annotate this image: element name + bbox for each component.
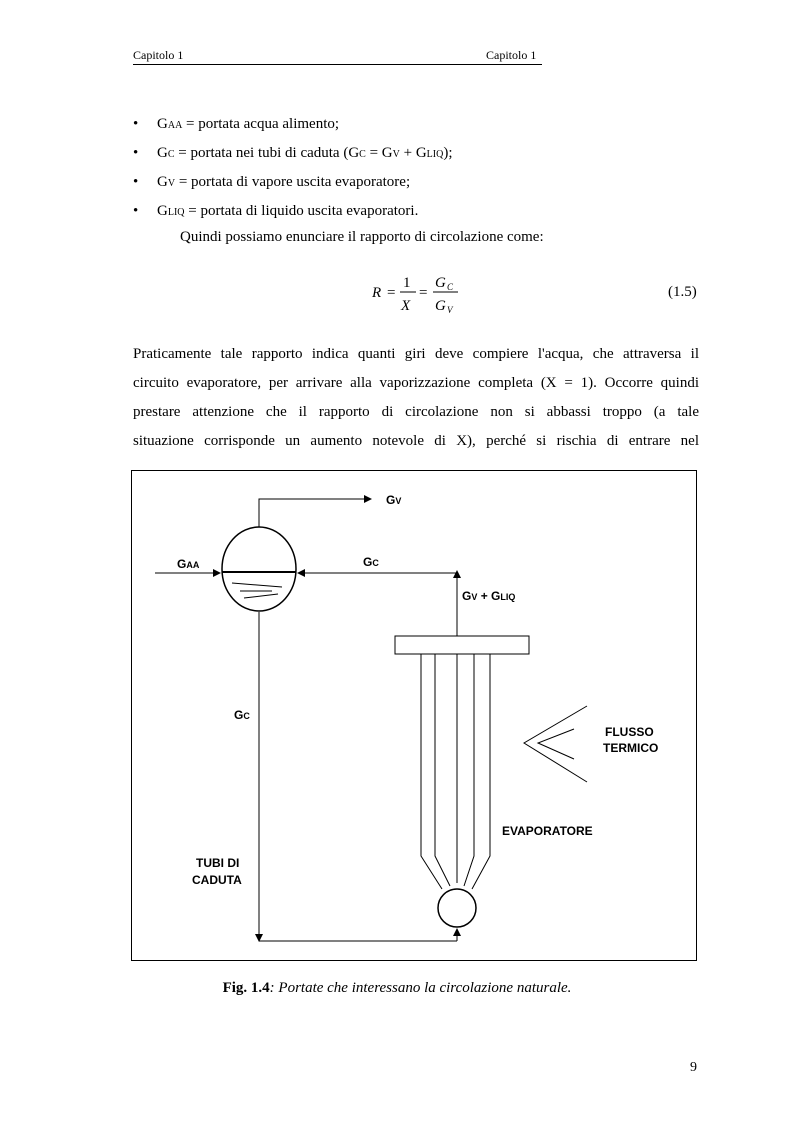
label-gv-gliq: GV + GLIQ	[462, 589, 516, 603]
list-item: • GV = portata di vapore uscita evaporatore;	[133, 174, 411, 190]
bullet-icon: •	[133, 203, 139, 219]
intro-sentence: Quindi possiamo enunciare il rapporto di circolazione come:	[180, 229, 544, 245]
circulation-ratio-equation	[370, 270, 490, 320]
bullet-icon: •	[133, 116, 139, 132]
upper-header	[395, 636, 529, 654]
running-header-right: Capitolo 1	[486, 48, 537, 62]
natural-circulation-diagram	[131, 470, 697, 961]
eq-lhs: R	[372, 285, 382, 301]
label-flusso: FLUSSO	[605, 725, 654, 739]
caption-text: : Portate che interessano la circolazione naturale.	[269, 980, 572, 996]
page-number: 9	[690, 1060, 697, 1075]
label-gv-top: GV	[386, 493, 402, 507]
list-item: • GAA = portata acqua alimento;	[133, 116, 340, 132]
diagram-canvas	[132, 471, 698, 962]
running-header-left: Capitolo 1	[133, 48, 184, 62]
paragraph-line: prestare attenzione che il rapporto di circolazione non si abbassi troppo (a tale	[133, 404, 699, 420]
eq-num1: 1	[403, 275, 411, 291]
eq-den2: G	[435, 298, 446, 314]
paragraph-line: Praticamente tale rapporto indica quanti giri deve compiere l'acqua, che attraversa il	[133, 346, 699, 362]
evaporator-tube	[464, 654, 474, 886]
evaporator-tube	[435, 654, 450, 886]
eq-num2: G	[435, 275, 446, 291]
caption-label: Fig. 1.4	[222, 980, 270, 996]
evaporator-tube	[472, 654, 490, 889]
figure-caption	[0, 980, 794, 997]
body-paragraph	[133, 340, 699, 456]
eq-sign: =	[419, 285, 428, 301]
eq-sign: =	[387, 285, 396, 301]
eq-den2-sub: V	[447, 305, 453, 315]
label-gc-top: GC	[363, 555, 379, 569]
eq-num2-sub: C	[447, 282, 454, 292]
label-evaporatore: EVAPORATORE	[502, 824, 593, 838]
label-caduta: CADUTA	[192, 873, 242, 887]
label-gaa: GAA	[177, 557, 200, 571]
definitions-list	[133, 114, 703, 230]
steam-outlet-line	[259, 499, 371, 527]
lower-header	[438, 889, 476, 927]
paragraph-line: circuito evaporatore, per arrivare alla vaporizzazione completa (X = 1). Occorre quindi	[133, 375, 699, 391]
label-gc-left: GC	[234, 708, 250, 722]
equation-number: (1.5)	[668, 284, 697, 300]
bullet-icon: •	[133, 174, 139, 190]
label-tubi-di: TUBI DI	[196, 856, 240, 870]
eq-den1: X	[401, 298, 411, 314]
list-item: • GC = portata nei tubi di caduta (GC = GV + GLIQ);	[133, 145, 453, 161]
bullet-icon: •	[133, 145, 139, 161]
paragraph-line: situazione corrisponde un aumento notevole di X), perché si rischia di entrare nel	[133, 433, 699, 449]
steam-drum	[222, 527, 296, 611]
heat-flux-arrow-outer	[524, 706, 587, 782]
label-termico: TERMICO	[603, 741, 659, 755]
evaporator-tube	[421, 654, 442, 889]
list-item: • GLIQ = portata di liquido uscita evaporatori.	[133, 203, 419, 219]
header-rule	[133, 64, 542, 65]
